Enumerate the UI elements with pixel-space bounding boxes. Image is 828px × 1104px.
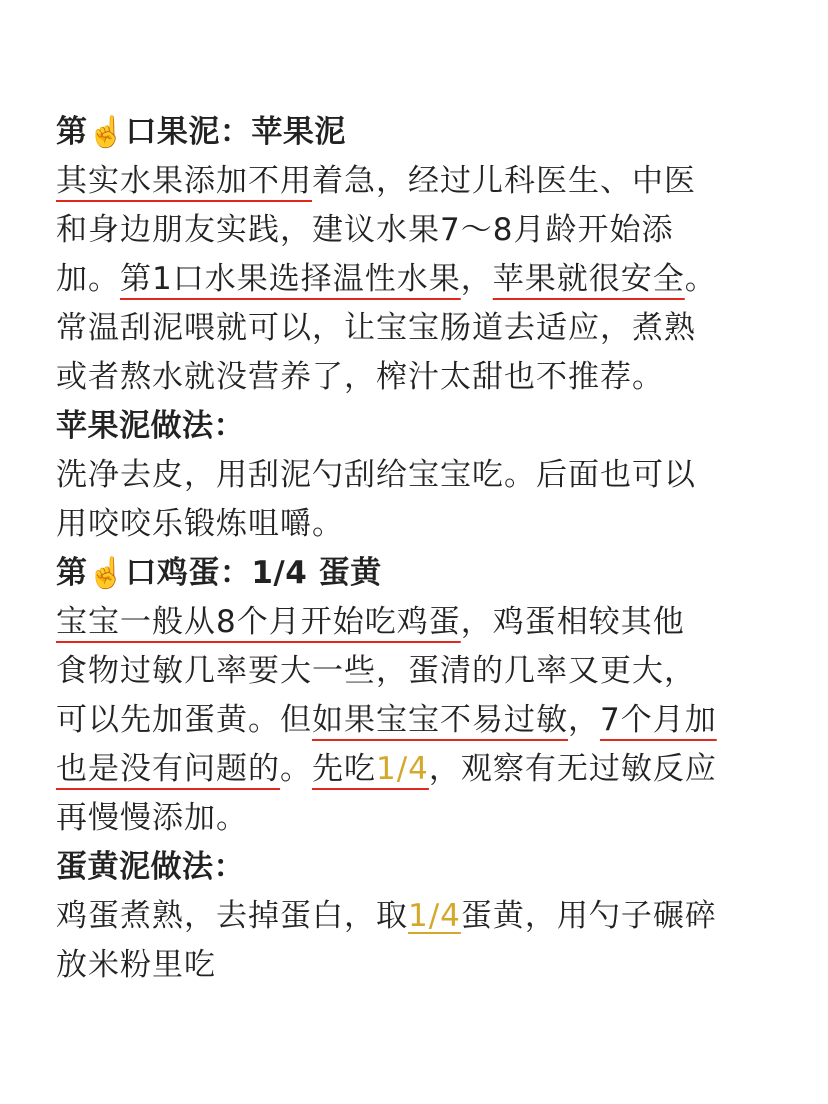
heading-prefix: 第: [56, 114, 88, 150]
underlined-phrase: 7个月加: [600, 702, 717, 738]
note-content: [56, 108, 796, 990]
underlined-phrase: 其实水果添加不用: [56, 163, 312, 199]
text-span: ，鸡蛋相较其他: [460, 604, 685, 640]
paragraph-line: 再慢慢添加。: [56, 800, 248, 836]
text-span: 着急，经过儿科医生、中医: [312, 163, 696, 199]
text-span: 可以先加蛋黄。但: [56, 702, 312, 738]
paragraph-line: [56, 745, 796, 794]
paragraph-line: [56, 157, 796, 206]
text-span: 。: [280, 751, 312, 787]
heading-title: 口果泥：苹果泥: [125, 114, 346, 150]
text-span: 鸡蛋煮熟，去掉蛋白，取: [56, 898, 408, 934]
underlined-phrase: 宝宝一般从8个月开始吃鸡蛋: [56, 604, 461, 640]
paragraph-line: 和身边朋友实践，建议水果7～8月龄开始添: [56, 212, 674, 248]
paragraph-line: 放米粉里吃: [56, 947, 216, 983]
pointing-up-finger-icon: ☝️: [87, 556, 126, 591]
text-span: ，: [460, 261, 493, 297]
paragraph-line: 洗净去皮，用刮泥勺刮给宝宝吃。后面也可以: [56, 457, 696, 493]
paragraph-line: [56, 255, 796, 304]
text-span: ，: [568, 702, 600, 738]
paragraph-line: [56, 696, 796, 745]
highlighted-fraction: 1/4: [408, 898, 461, 934]
section-heading-apple: [56, 108, 796, 157]
underlined-phrase: 第1口水果选择温性水果: [120, 261, 461, 297]
paragraph-line: 常温刮泥喂就可以，让宝宝肠道去适应，煮熟: [56, 310, 696, 346]
method-heading-egg: 蛋黄泥做法：: [56, 849, 245, 885]
underlined-phrase: 先吃: [312, 751, 376, 787]
paragraph-line: 食物过敏几率要大一些，蛋清的几率又更大，: [56, 653, 696, 689]
paragraph-line: [56, 892, 796, 941]
heading-title: 口鸡蛋：1/4 蛋黄: [125, 555, 382, 591]
pointing-up-finger-icon: ☝️: [87, 115, 126, 150]
underlined-phrase: 苹果就很安全: [492, 261, 685, 297]
paragraph-line: 用咬咬乐锻炼咀嚼。: [56, 506, 344, 542]
method-heading-apple: 苹果泥做法：: [56, 408, 245, 444]
heading-prefix: 第: [56, 555, 88, 591]
text-span: 蛋黄，用勺子碾碎: [460, 898, 717, 934]
underlined-phrase: 如果宝宝不易过敏: [312, 702, 568, 738]
highlighted-fraction: 1/4: [376, 751, 429, 787]
paragraph-line: [56, 598, 796, 647]
paragraph-line: 或者熬水就没营养了，榨汁太甜也不推荐。: [56, 359, 664, 395]
text-span: 。: [684, 261, 717, 297]
section-heading-egg: [56, 549, 796, 598]
text-span: 加。: [56, 261, 120, 297]
underlined-phrase: 也是没有问题的: [56, 751, 280, 787]
text-span: ，观察有无过敏反应: [428, 751, 717, 787]
